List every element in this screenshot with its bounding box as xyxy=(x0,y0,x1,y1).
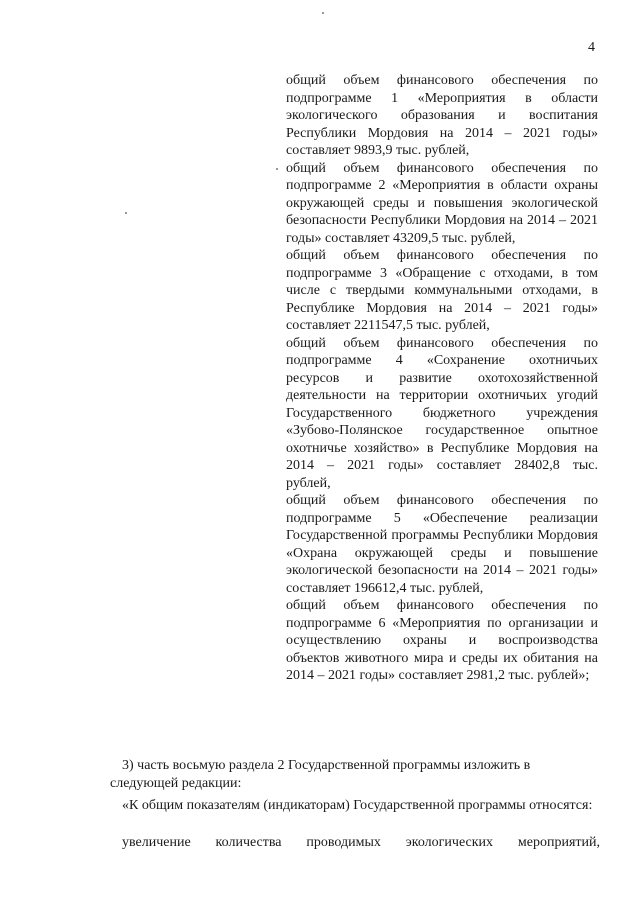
scan-speck xyxy=(125,212,127,214)
funding-subprogram-1: общий объем финансового обеспечения по подпрограмме 1 «Мероприятия в области экологического образования и воспитания Республики Мордовия на 2014 – 2021 годы» составляет 9893,9 тыс. рублей, xyxy=(286,73,598,158)
scan-speck xyxy=(322,12,324,14)
funding-list xyxy=(286,72,598,685)
page-number: 4 xyxy=(588,40,595,55)
funding-subprogram-5: общий объем финансового обеспечения по подпрограмме 5 «Обеспечение реализации Государственной программы Республики Мордовия «Охрана окружающей среды и повышение экологической безопасности на 2014 – 2021 годы» составляет 196612,4 тыс. рублей, xyxy=(286,493,598,596)
item-3-paragraph: 3) часть восьмую раздела 2 Государственной программы изложить в следующей редакции: xyxy=(110,758,531,791)
funding-subprogram-3: общий объем финансового обеспечения по подпрограмме 3 «Обращение с отходами, в том числе с твердыми коммунальными отходами, в Республике Мордовия на 2014 – 2021 годы» составляет 2211547,5 тыс. рублей, xyxy=(286,248,598,333)
indicator-line: увеличение количества проводимых экологических мероприятий, xyxy=(122,835,600,850)
funding-subprogram-2: общий объем финансового обеспечения по подпрограмме 2 «Мероприятия в области охраны окружающей среды и повышения экологической безопасности Республики Мордовия на 2014 – 2021 годы» составляет 43209,5 тыс. рублей, xyxy=(286,160,598,246)
funding-subprogram-4: общий объем финансового обеспечения по подпрограмме 4 «Сохранение охотничьих ресурсов и развитие охотохозяйственной деятельности на территории охотничьих угодий Государственного бюджетного учреждения «Зубово-Полянское государственное опытное охотничье хозяйство» в Республике Мордовия на 2014 – 2021 годы» составляет 28402,8 тыс. рублей, xyxy=(286,335,598,491)
scan-speck xyxy=(276,168,278,170)
quote-intro-paragraph: «К общим показателям (индикаторам) Государственной программы относятся: xyxy=(122,798,593,813)
funding-subprogram-6: общий объем финансового обеспечения по подпрограмме 6 «Мероприятия по организации и осуществлению охраны и воспроизводства объектов животного мира и среды их обитания на 2014 – 2021 годы» составляет 2981,2 тыс. рублей»; xyxy=(286,598,598,683)
